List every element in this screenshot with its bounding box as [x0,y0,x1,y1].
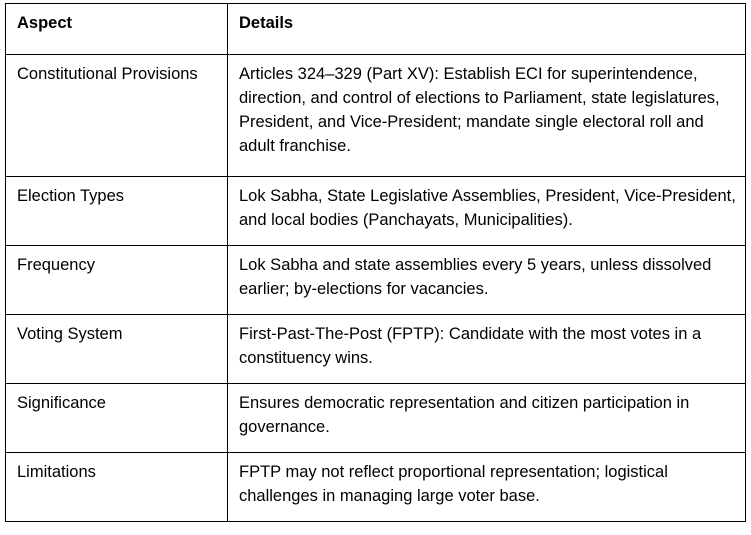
cell-details: Ensures democratic representation and citizen participation in governance. [228,384,746,453]
table-header-row [6,4,746,55]
table-row [6,315,746,384]
cell-details: Lok Sabha and state assemblies every 5 years, unless dissolved earlier; by-elections for vacancies. [228,246,746,315]
cell-details: Articles 324–329 (Part XV): Establish ECI for superintendence, direction, and control of elections to Parliament, state legislatures, President, and Vice-President; mandate single electoral roll and adult franchise. [228,55,746,177]
cell-details: Lok Sabha, State Legislative Assemblies, President, Vice-President, and local bodies (Panchayats, Municipalities). [228,177,746,246]
cell-aspect: Constitutional Provisions [6,55,228,177]
cell-aspect: Frequency [6,246,228,315]
table-row [6,384,746,453]
cell-details: First-Past-The-Post (FPTP): Candidate with the most votes in a constituency wins. [228,315,746,384]
cell-aspect: Election Types [6,177,228,246]
table-row [6,55,746,177]
cell-aspect: Limitations [6,453,228,522]
cell-details: FPTP may not reflect proportional representation; logistical challenges in managing large voter base. [228,453,746,522]
table-row [6,246,746,315]
cell-aspect: Significance [6,384,228,453]
table-row [6,177,746,246]
header-aspect: Aspect [6,4,228,55]
table-container [5,3,746,522]
table-row [6,453,746,522]
header-details: Details [228,4,746,55]
cell-aspect: Voting System [6,315,228,384]
election-aspects-table [5,3,746,522]
